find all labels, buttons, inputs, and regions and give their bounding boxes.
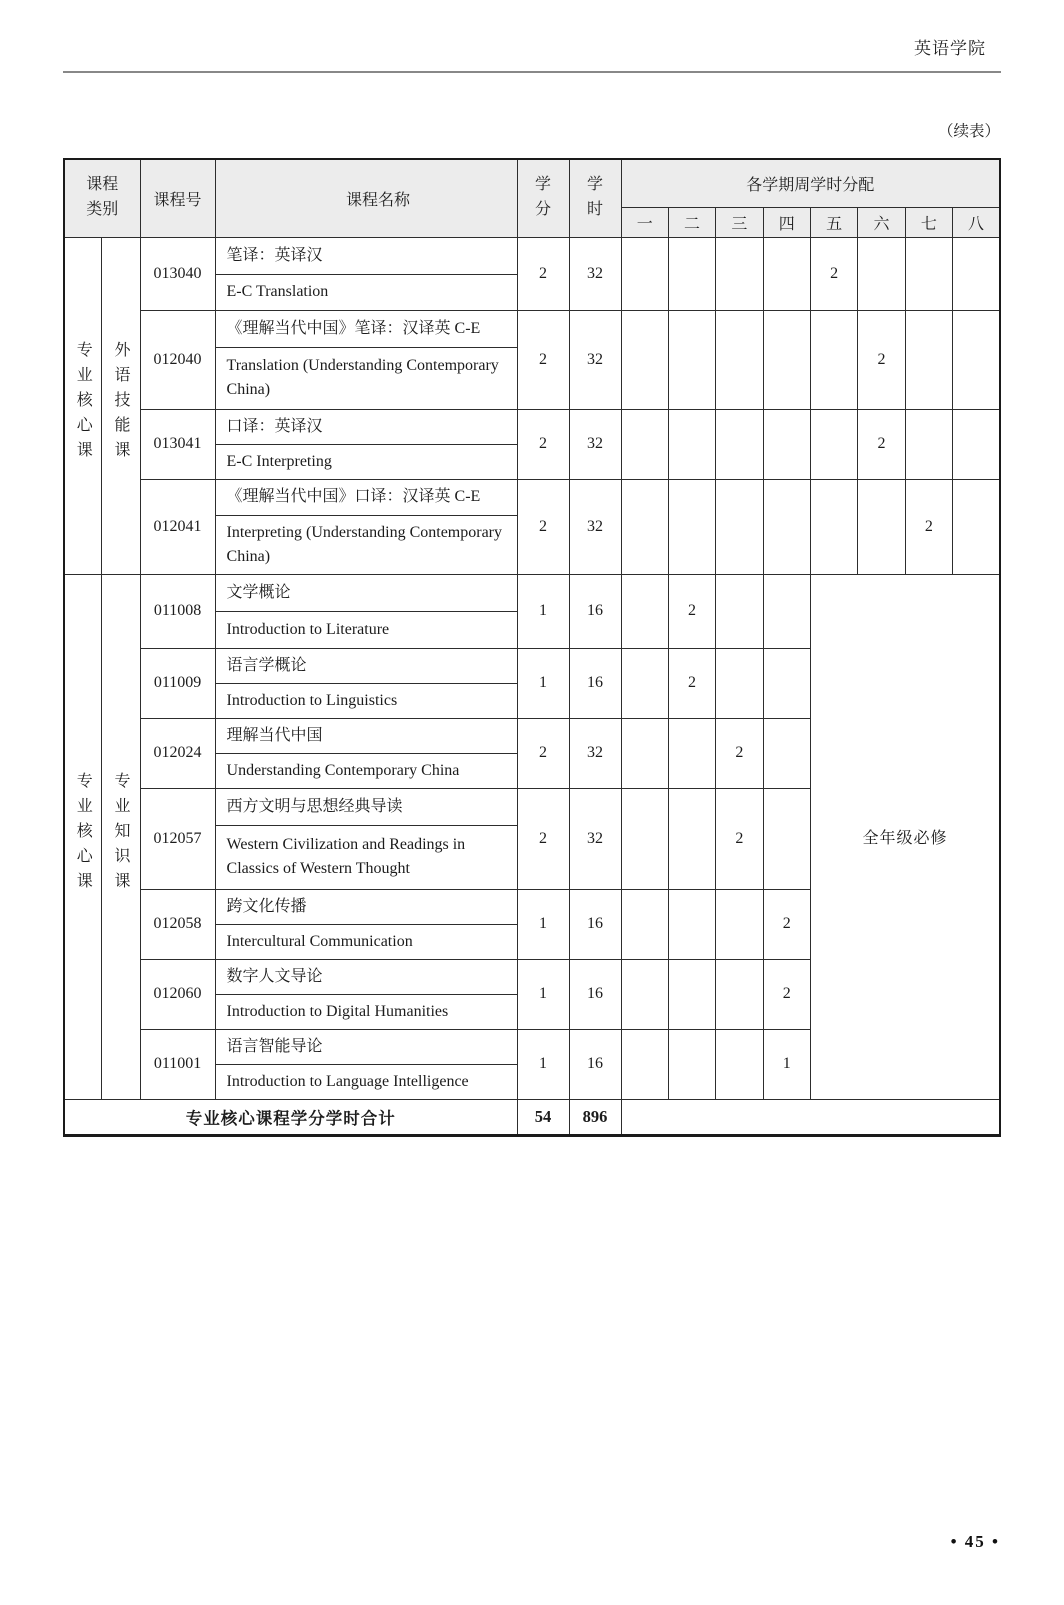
semester-cell-5: 2 <box>810 237 857 310</box>
course-row <box>64 310 1000 347</box>
category-sub-label: 专业知识课 <box>101 574 140 1099</box>
credits-cell: 2 <box>517 409 569 479</box>
credits-cell: 1 <box>517 889 569 959</box>
semester-cell-4: 2 <box>763 959 810 1029</box>
header-credits: 学分 <box>517 159 569 237</box>
semester-cell-2 <box>668 409 715 479</box>
curriculum-table <box>63 158 1001 1137</box>
course-no-cell: 012041 <box>140 479 215 574</box>
header-divider <box>63 71 1001 73</box>
semester-cell-3: 2 <box>716 718 763 788</box>
page-title: 英语学院 <box>914 39 986 58</box>
hours-cell: 32 <box>569 479 621 574</box>
semester-cell-2 <box>668 889 715 959</box>
course-name-en: Introduction to Literature <box>215 611 517 648</box>
course-name-zh: 口译：英译汉 <box>215 409 517 444</box>
semester-cell-2 <box>668 718 715 788</box>
semester-cell-8 <box>953 409 1000 479</box>
header-category: 课程类别 <box>64 159 140 237</box>
course-name-zh: 语言学概论 <box>215 648 517 683</box>
semester-cell-1 <box>621 959 668 1029</box>
semester-cell-1 <box>621 237 668 310</box>
semester-cell-3 <box>716 237 763 310</box>
semester-cell-6: 2 <box>858 310 905 409</box>
semester-cell-4: 1 <box>763 1029 810 1099</box>
semester-cell-3 <box>716 959 763 1029</box>
course-name-en: Translation (Understanding Contemporary China) <box>215 347 517 409</box>
page-number: • 45 • <box>950 1532 1000 1551</box>
hours-cell: 16 <box>569 1029 621 1099</box>
course-no-cell: 012060 <box>140 959 215 1029</box>
course-no-cell: 013040 <box>140 237 215 310</box>
semester-cell-5 <box>810 479 857 574</box>
course-no-cell: 012024 <box>140 718 215 788</box>
course-row <box>64 479 1000 515</box>
total-credits: 54 <box>517 1099 569 1135</box>
total-row <box>64 1099 1000 1135</box>
semester-cell-3 <box>716 479 763 574</box>
semester-cell-2 <box>668 479 715 574</box>
hours-cell: 32 <box>569 788 621 889</box>
semester-cell-3 <box>716 889 763 959</box>
semester-cell-4 <box>763 310 810 409</box>
category-main-label: 专业核心课 <box>64 237 101 574</box>
semester-cell-1 <box>621 409 668 479</box>
course-name-zh: 西方文明与思想经典导读 <box>215 788 517 825</box>
header-semester-3: 三 <box>716 207 763 237</box>
semester-cell-5 <box>810 310 857 409</box>
credits-cell: 2 <box>517 310 569 409</box>
hours-cell: 16 <box>569 648 621 718</box>
header-semester-4: 四 <box>763 207 810 237</box>
course-no-cell: 011009 <box>140 648 215 718</box>
credits-cell: 2 <box>517 788 569 889</box>
hours-cell: 32 <box>569 718 621 788</box>
semester-cell-3 <box>716 409 763 479</box>
course-name-zh: 《理解当代中国》口译：汉译英 C-E <box>215 479 517 515</box>
course-name-en: Interpreting (Understanding Contemporary China) <box>215 515 517 574</box>
semester-cell-3 <box>716 648 763 718</box>
semester-cell-3: 2 <box>716 788 763 889</box>
hours-cell: 16 <box>569 574 621 648</box>
course-name-en: Intercultural Communication <box>215 924 517 959</box>
semester-cell-1 <box>621 648 668 718</box>
course-name-zh: 语言智能导论 <box>215 1029 517 1064</box>
course-name-zh: 数字人文导论 <box>215 959 517 994</box>
course-no-cell: 012040 <box>140 310 215 409</box>
header-semester-7: 七 <box>905 207 952 237</box>
semester-cell-7 <box>905 409 952 479</box>
credits-cell: 1 <box>517 1029 569 1099</box>
header-semester-2: 二 <box>668 207 715 237</box>
semester-cell-4 <box>763 648 810 718</box>
header-semester-1: 一 <box>621 207 668 237</box>
course-name-en: Introduction to Linguistics <box>215 683 517 718</box>
credits-cell: 1 <box>517 574 569 648</box>
semester-cell-2: 2 <box>668 648 715 718</box>
semester-cell-8 <box>953 479 1000 574</box>
hours-cell: 32 <box>569 409 621 479</box>
semester-cell-1 <box>621 889 668 959</box>
course-row <box>64 574 1000 611</box>
semester-cell-4 <box>763 237 810 310</box>
semester-cell-8 <box>953 237 1000 310</box>
total-hours: 896 <box>569 1099 621 1135</box>
header-semester-8: 八 <box>953 207 1000 237</box>
course-no-cell: 012058 <box>140 889 215 959</box>
course-name-en: Introduction to Language Intelligence <box>215 1064 517 1099</box>
course-no-cell: 011008 <box>140 574 215 648</box>
semester-cell-6: 2 <box>858 409 905 479</box>
course-name-zh: 理解当代中国 <box>215 718 517 753</box>
header-hours: 学时 <box>569 159 621 237</box>
course-no-cell: 011001 <box>140 1029 215 1099</box>
semester-cell-6 <box>858 479 905 574</box>
semester-cell-2 <box>668 1029 715 1099</box>
course-no-cell: 013041 <box>140 409 215 479</box>
course-no-cell: 012057 <box>140 788 215 889</box>
semester-cell-2 <box>668 788 715 889</box>
credits-cell: 2 <box>517 479 569 574</box>
header-semester-6: 六 <box>858 207 905 237</box>
hours-cell: 16 <box>569 959 621 1029</box>
semester-cell-4 <box>763 788 810 889</box>
total-label: 专业核心课程学分学时合计 <box>64 1099 517 1135</box>
header-semester-5: 五 <box>810 207 857 237</box>
credits-cell: 1 <box>517 648 569 718</box>
header-course-no: 课程号 <box>140 159 215 237</box>
course-name-zh: 跨文化传播 <box>215 889 517 924</box>
semester-cell-1 <box>621 1029 668 1099</box>
semester-cell-6 <box>858 237 905 310</box>
hours-cell: 32 <box>569 310 621 409</box>
semester-cell-4 <box>763 479 810 574</box>
course-name-en: E-C Interpreting <box>215 444 517 479</box>
course-name-en: Introduction to Digital Humanities <box>215 994 517 1029</box>
category-sub-label: 外语技能课 <box>101 237 140 574</box>
semester-cell-2 <box>668 310 715 409</box>
semester-cell-1 <box>621 788 668 889</box>
table-header <box>64 159 1000 237</box>
semester-cell-4 <box>763 409 810 479</box>
semester-cell-1 <box>621 574 668 648</box>
course-name-zh: 《理解当代中国》笔译：汉译英 C-E <box>215 310 517 347</box>
semester-cell-5 <box>810 409 857 479</box>
semester-cell-2 <box>668 959 715 1029</box>
category-main-label: 专业核心课 <box>64 574 101 1099</box>
semester-cell-8 <box>953 310 1000 409</box>
credits-cell: 1 <box>517 959 569 1029</box>
credits-cell: 2 <box>517 237 569 310</box>
semester-cell-3 <box>716 574 763 648</box>
course-name-en: Western Civilization and Readings in Classics of Western Thought <box>215 825 517 889</box>
credits-cell: 2 <box>517 718 569 788</box>
semesters-5-8-note: 全年级必修 <box>810 574 1000 1099</box>
semester-cell-1 <box>621 718 668 788</box>
hours-cell: 16 <box>569 889 621 959</box>
semester-cell-4 <box>763 718 810 788</box>
course-name-zh: 笔译：英译汉 <box>215 237 517 274</box>
course-name-en: E-C Translation <box>215 274 517 310</box>
semester-cell-7 <box>905 237 952 310</box>
header-semester-distribution: 各学期周学时分配 <box>621 159 1000 207</box>
semester-cell-2: 2 <box>668 574 715 648</box>
semester-cell-4: 2 <box>763 889 810 959</box>
continued-table-note: （续表） <box>937 123 1000 140</box>
hours-cell: 32 <box>569 237 621 310</box>
course-row <box>64 237 1000 274</box>
semester-cell-3 <box>716 310 763 409</box>
semester-cell-3 <box>716 1029 763 1099</box>
semester-cell-1 <box>621 310 668 409</box>
header-course-name: 课程名称 <box>215 159 517 237</box>
course-row <box>64 409 1000 444</box>
semester-cell-7 <box>905 310 952 409</box>
course-name-zh: 文学概论 <box>215 574 517 611</box>
semester-cell-7: 2 <box>905 479 952 574</box>
total-semester-empty-cell <box>621 1099 1000 1135</box>
semester-cell-1 <box>621 479 668 574</box>
course-name-en: Understanding Contemporary China <box>215 753 517 788</box>
semester-cell-4 <box>763 574 810 648</box>
semester-cell-2 <box>668 237 715 310</box>
